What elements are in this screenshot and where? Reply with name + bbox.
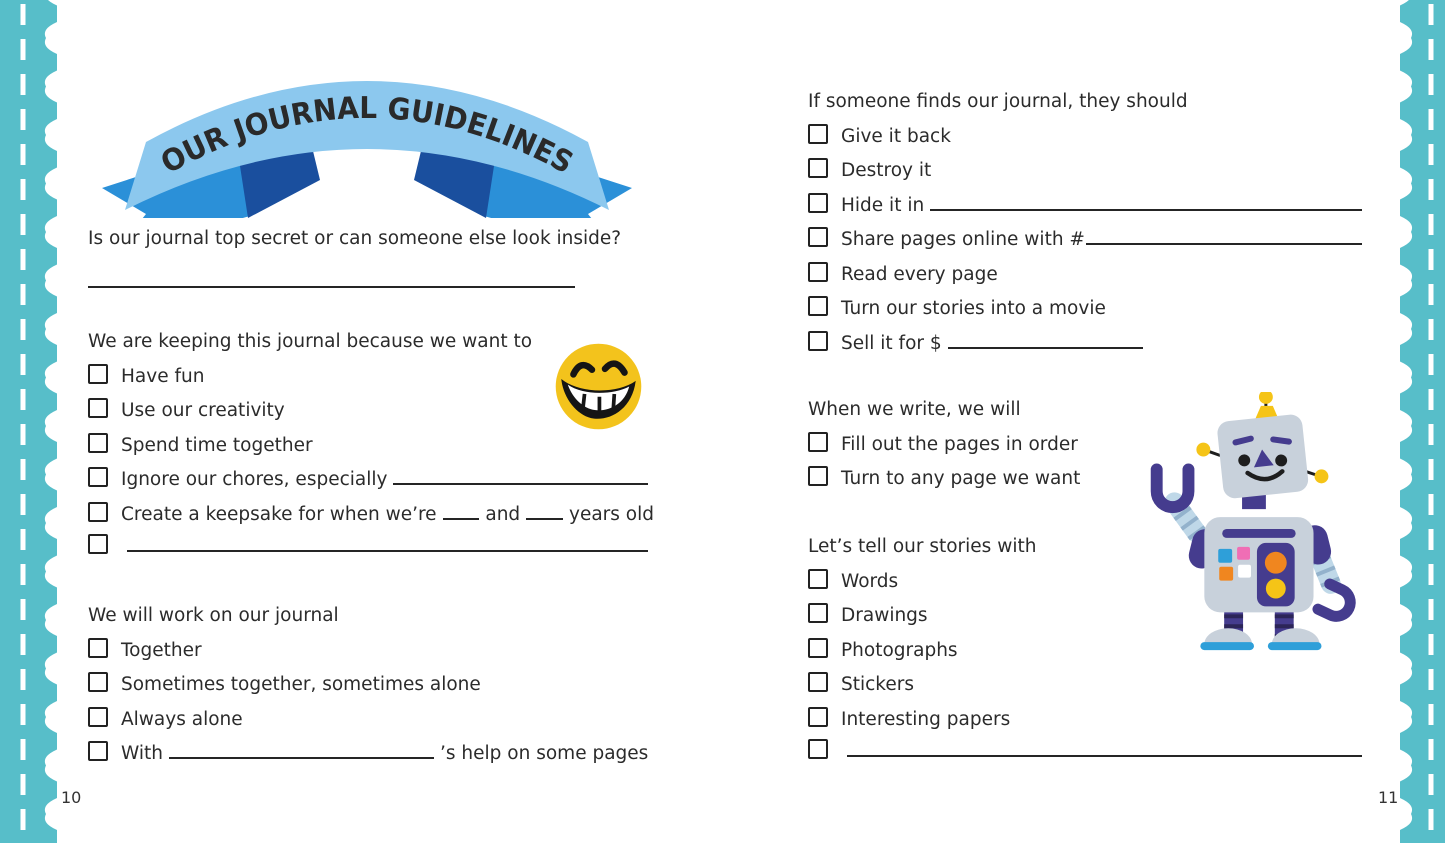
checkbox[interactable] [808,672,828,692]
item-label: Create a keepsake for when we’re [121,503,437,525]
item-label: Stickers [841,674,914,695]
fill-in-blank[interactable] [169,757,434,759]
checkbox[interactable] [808,296,828,316]
checklist-item [808,154,1368,189]
fill-in-blank[interactable] [127,550,648,552]
page-number-right: 11 [1378,788,1399,807]
checkbox[interactable] [808,262,828,282]
fill-in-blank[interactable] [930,209,1362,211]
section-heading: If someone finds our journal, they should [808,91,1188,112]
page-number-left: 10 [61,788,82,807]
checklist-item [88,668,654,703]
checkbox[interactable] [808,331,828,351]
item-label: Words [841,570,899,592]
item-label: Destroy it [841,160,932,181]
checklist-item [808,668,1368,703]
item-label: Fill out the pages in order [841,433,1078,455]
section-heading: When we write, we will [808,399,1021,420]
section-found [808,85,1368,361]
checkbox[interactable] [88,672,108,692]
item-label: Hide it in [841,194,925,216]
checklist-item [808,223,1368,258]
checklist-item [88,532,654,567]
item-label: years old [569,503,654,525]
checkbox[interactable] [88,502,108,522]
checkbox[interactable] [808,432,828,452]
checklist-item [88,703,654,738]
item-label: Sometimes together, sometimes alone [121,674,481,695]
binding-edge-left [0,0,70,852]
item-label: Photographs [841,639,958,661]
item-label: Ignore our chores, especially [121,469,388,490]
item-label: Interesting papers [841,708,1011,730]
checkbox[interactable] [808,603,828,623]
checklist-item [808,327,1368,362]
checklist-item [808,258,1368,293]
checkbox[interactable] [88,433,108,453]
checklist-item [88,463,654,498]
checklist-item [88,737,654,772]
checkbox[interactable] [88,534,108,554]
checkbox[interactable] [808,193,828,213]
item-label: and [485,503,521,525]
item-label: Turn our stories into a movie [841,298,1106,319]
checkbox[interactable] [88,467,108,487]
section-heading: We are keeping this journal because we want to [88,331,533,352]
item-label: With [121,743,164,764]
fill-in-blank[interactable] [393,483,648,485]
checkbox[interactable] [88,707,108,727]
title-banner [88,48,646,218]
checkbox[interactable] [808,466,828,486]
checkbox[interactable] [808,569,828,589]
item-label: Have fun [121,365,205,387]
item-label: Use our creativity [121,400,285,421]
item-label: Always alone [121,708,243,730]
checklist-item [808,703,1368,738]
checkbox[interactable] [88,364,108,384]
fill-in-blank[interactable] [1086,243,1362,245]
item-label: Sell it for $ [841,332,942,354]
answer-line[interactable] [88,286,575,288]
checklist-item [808,737,1368,772]
checklist-item [808,120,1368,155]
binding-edge-right [1375,0,1445,852]
fill-in-blank[interactable] [847,755,1362,757]
checkbox[interactable] [88,741,108,761]
checkbox[interactable] [88,398,108,418]
checklist-item [808,292,1368,327]
item-label: Turn to any page we want [841,468,1081,489]
smiley-icon [552,340,645,433]
fill-in-blank[interactable] [948,347,1143,349]
item-label: Give it back [841,125,951,147]
checkbox[interactable] [808,638,828,658]
item-label: Drawings [841,605,928,626]
fill-in-blank[interactable] [526,518,563,520]
item-label: Share pages online with # [841,229,1085,250]
item-label: Together [121,639,202,661]
robot-icon [1140,392,1360,660]
section-work [88,599,654,772]
checkbox[interactable] [808,124,828,144]
section-heading: We will work on our journal [88,605,339,626]
item-label: Spend time together [121,434,313,456]
fill-in-blank[interactable] [443,518,480,520]
checklist-item [88,498,654,533]
checkbox[interactable] [808,158,828,178]
checkbox[interactable] [808,739,828,759]
checkbox[interactable] [808,227,828,247]
item-label: ’s help on some pages [440,743,649,764]
item-label: Read every page [841,263,998,285]
checklist-item [88,634,654,669]
page-title: OUR JOURNAL GUIDELINES [155,90,581,182]
journal-question: Is our journal top secret or can someone else look inside? [88,228,622,249]
section-heading: Let’s tell our stories with [808,536,1037,557]
checkbox[interactable] [808,707,828,727]
checkbox[interactable] [88,638,108,658]
checklist-item [808,189,1368,224]
checklist-item [88,429,654,464]
